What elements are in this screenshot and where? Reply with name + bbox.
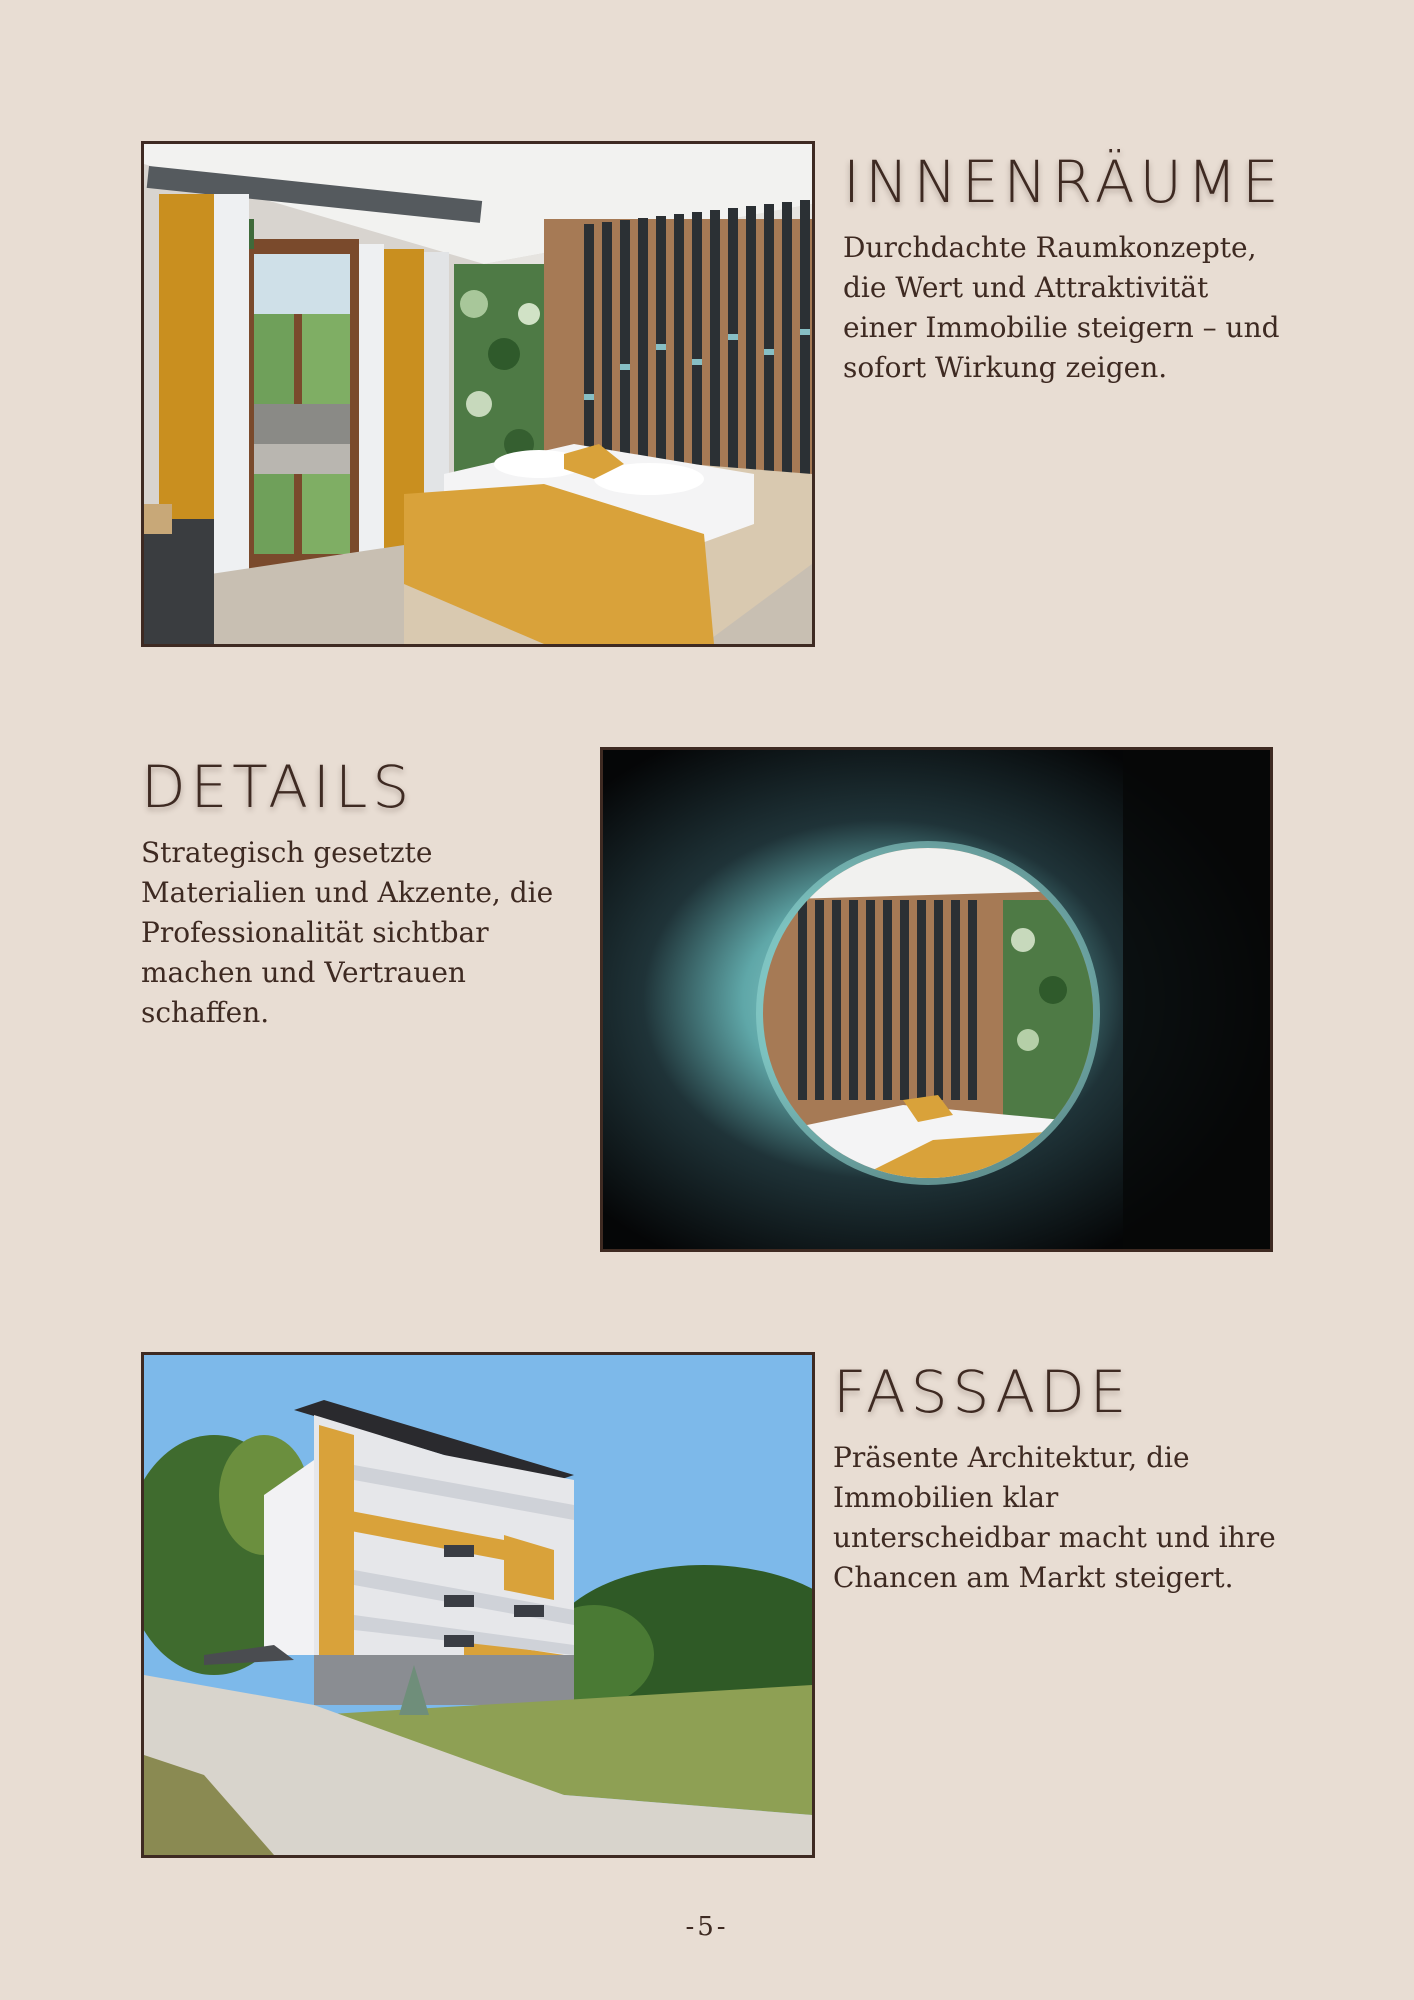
page-number: -5- — [685, 1912, 729, 1942]
mirror-detail-photo — [600, 747, 1273, 1252]
bedroom-illustration — [144, 144, 812, 644]
facade-photo — [141, 1352, 815, 1858]
bedroom-photo — [141, 141, 815, 647]
section-text-fassade: Präsente Architektur, die Immobilien klar unterscheidbar macht und ihre Chancen am Markt steigert. — [833, 1441, 1276, 1594]
section-heading-details: DETAILS — [141, 753, 415, 821]
section-text-details: Strategisch gesetzte Materialien und Akzente, die Professionalität sichtbar machen und Vertrauen schaffen. — [141, 836, 554, 1029]
facade-illustration — [144, 1355, 812, 1855]
section-heading-innenraeume: INNENRÄUME — [843, 148, 1284, 216]
mirror-illustration — [603, 750, 1270, 1249]
section-heading-fassade: FASSADE — [833, 1358, 1132, 1426]
section-text-innenraeume: Durchdachte Raumkonzepte, die Wert und Attraktivität einer Immobilie steigern – und sofort Wirkung zeigen. — [843, 231, 1280, 384]
